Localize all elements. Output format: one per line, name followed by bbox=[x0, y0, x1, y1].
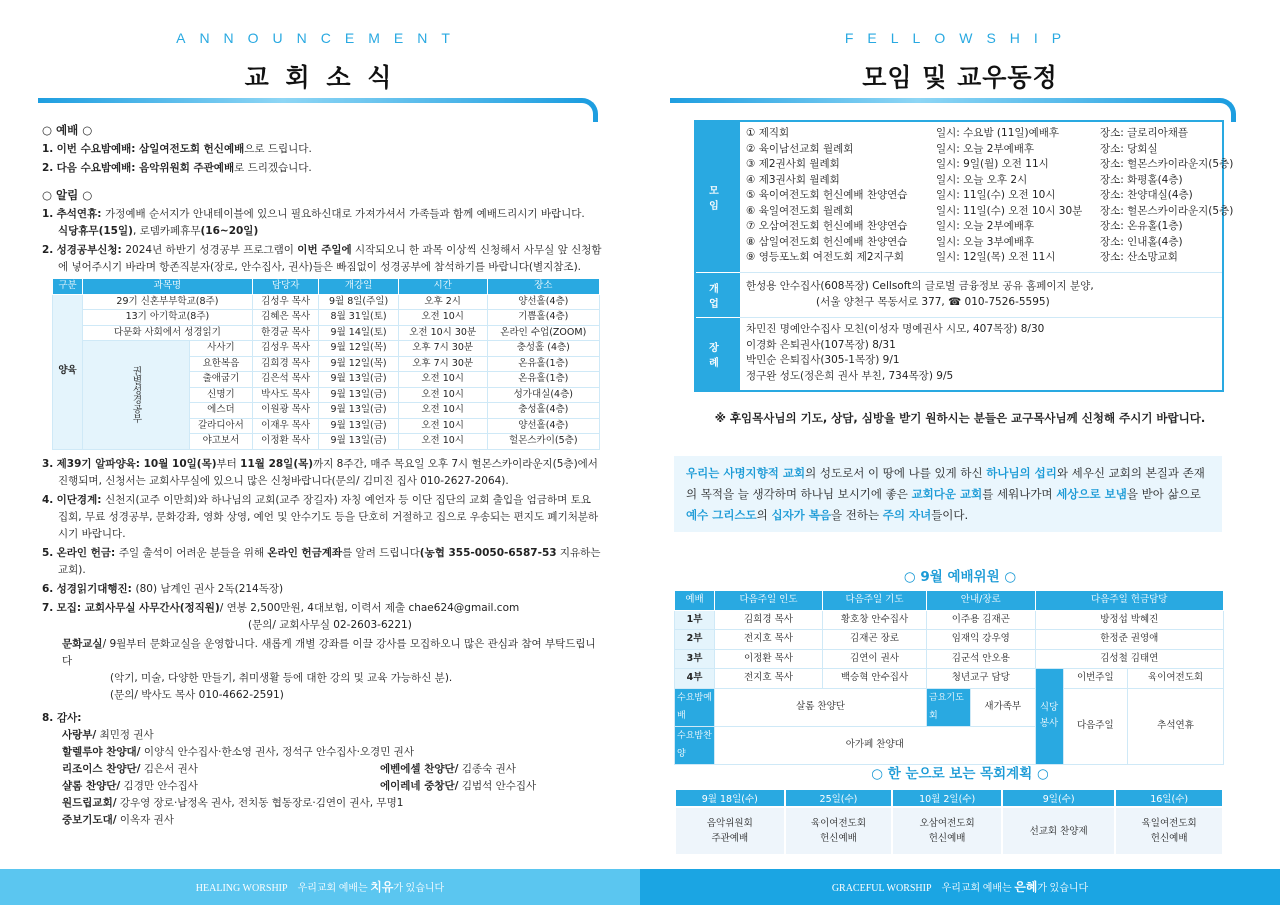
opening-text: 한성용 안수집사(608목장) Cellsoft의 글로벌 금융정보 공유 홈페이지 분양, (서울 양천구 목동서로 377, ☎ 010-7526-5595) bbox=[746, 280, 1094, 308]
list-item: ⑨ 영등포노회 여전도회 제2지구회 일시: 12일(목) 오전 11시 장소: 산소망교회 bbox=[746, 251, 1178, 263]
bible-study-table: 구분 과목명 담당자 개강일 시간 장소 양육 29기 신혼부부학교(8주) 김성우 목사 9월 8일(주일) 오후 2시 양선홀(4층) 13기 아기학교(8주) 김혜은 목사 8월 31일(토) 오전 10시 기쁨홀(4층) 다문화 사회에서 성경읽기 한경균 목사 9월 14일(토) 오전 10시 30분 온라인 수업(ZOOM) 권별성경공부 사사기 김성우 목사 9월 12일(목) 오후 7시 30분 충성홀 (4층) 요한복음 김희경 목사 9월 12일(목) 오후 7시 30분 온유홀(1층) 출애굽기 김은석 목사 9월 13일(금) 오전 10시 온유홀(1층) 신명기 박사도 목사 9월 13일(금) 오전 10시 성가대실(4층) 에스더 이원광 목사 9월 13일(금) 오전 10시 충성홀(4층) 갈라디아서 이재우 목사 9월 13일(금) 오전 10시 양선홀(4층) 야고보서 이정환 목사 9월 13일(금) 오전 10시 헐몬스카이(5층) bbox=[52, 278, 600, 450]
fellowship-page bbox=[640, 0, 1280, 905]
opening-label: 개 업 bbox=[696, 273, 740, 317]
culture-class: 문화교실/ 9월부터 문화교실을 운영합니다. 새롭게 개별 강좌를 이끌 강사를 모집하오니 많은 관심과 참여 부탁드립니다 (악기, 미술, 다양한 만들기, 취미생활 등에 대한 강의 및 교육 가능하신 분). (문의/ 박사도 목사 010-4662-2591) bbox=[62, 637, 596, 701]
list-item: ⑦ 오삼여전도회 헌신예배 찬양연습 일시: 오늘 2부예배후 장소: 온유홀(1층) bbox=[746, 220, 1183, 232]
footer-slogan: GRACEFUL WORSHIP 우리교회 예배는 은혜가 있습니다 bbox=[640, 869, 1280, 905]
list-item: ① 제직회 일시: 수요밤 (11일)예배후 장소: 글로리아채플 bbox=[746, 127, 1189, 139]
table-row: 3부 이정환 목사 김연이 권사 김군석 안오용 김성철 김태연 bbox=[675, 649, 1224, 669]
list-item: ③ 제2권사회 월례회 일시: 9일(월) 오전 11시 장소: 헐몬스카이라운지(5층) bbox=[746, 158, 1234, 170]
table-row: 2부 전지호 목사 김재곤 장로 임재익 강우영 한정준 권영애 bbox=[675, 630, 1224, 650]
funeral-label: 장 례 bbox=[696, 318, 740, 390]
meetings-list bbox=[746, 126, 1260, 266]
footer-slogan: HEALING WORSHIP 우리교회 예배는 치유가 있습니다 bbox=[0, 869, 640, 905]
meetings-label: 모 임 bbox=[696, 122, 740, 272]
funeral-list: 차민진 명예안수집사 모친(이성자 명예권사 시모, 407목장) 8/30 이경화 은퇴권사(107목장) 8/31 박민순 은퇴집사(305-1목장) 9/1 정구완 성도(정은희 권사 부친, 734목장) 9/5 bbox=[746, 323, 1045, 382]
title-rule bbox=[670, 98, 1236, 122]
committee-title: ○ 9월 예배위원 ○ bbox=[903, 569, 1017, 585]
news-item-alpha: 3. 제39기 알파양육: 10월 10일(목)부터 11월 28일(목)까지 8주간, 매주 목요일 오후 7시 헐몬스카이라운지(5층)에서 진행되며, 신청서는 교회사무실에 있으니 많은 신청바랍니다(문의/ 김미진 집사 010-2627-2064). bbox=[42, 457, 598, 487]
list-item: ④ 제3권사회 월례회 일시: 오늘 오후 2시 장소: 화평홀(4층) bbox=[746, 173, 1183, 186]
ministry-plan-table: 9월 18일(수) 25일(수) 10월 2일(수) 9일(수) 16일(수) 음악위원회 주관예배 육이여전도회 헌신예배 오삼여전도회 헌신예배 선교회 찬양제 육일여전도회 헌신예배 bbox=[674, 788, 1224, 856]
list-item: ⑥ 육일여전도회 월례회 일시: 11일(수) 오전 10시 30분 장소: 헐몬스카이라운지(5층) bbox=[746, 204, 1234, 217]
news-item-chuseok: 1. 추석연휴: 가정예배 순서지가 안내테이블에 있으니 필요하신대로 가져가셔서 가족들과 함께 예배드리시기 바랍니다. 식당휴무(15일), 로뎀카페휴무(16~20일) bbox=[42, 208, 585, 237]
news-item-recruit: 7. 모집: 교회사무실 사무간사(정직원)/ 연봉 2,500만원, 4대보험, 이력서 제출 chae624@gmail.com (문의/ 교회사무실 02-2603-6221) bbox=[42, 601, 520, 631]
worship-item: 1. 이번 수요밤예배: 삼일여전도회 헌신예배으로 드립니다. bbox=[42, 143, 312, 155]
table-row: 수요밤예배 살롬 찬양단 금요기도회 새가족부 다음주일 추석연휴 bbox=[675, 688, 1224, 726]
fellowship-box bbox=[694, 120, 1234, 392]
news-item-bible-study: 2. 성경공부신청: 2024년 하반기 성경공부 프로그램이 이번 주일에 시작되오니 한 과목 이상씩 신청해서 사무실 앞 신청함에 넣어주시기 바라며 항존직분자(장로, 안수집사, 권사)들은 빠짐없이 성경공부에 참석하기를 바랍니다(별지참조). bbox=[42, 244, 602, 273]
page-title: 교 회 소 식 bbox=[244, 63, 396, 92]
mission-statement: 우리는 사명지향적 교회의 성도로서 이 땅에 나를 있게 하신 하나님의 섭리와 세우신 교회의 본질과 존재의 목적을 늘 생각하며 하나님 보시기에 좋은 교회다운 교회를 세워나가며 세상으로 보냄을 받아 삶으로 예수 그리스도의 십자가 복음을 전하는 주의 자녀들이다. bbox=[674, 456, 1222, 532]
news-item-bible-reading: 6. 성경읽기대행진: (80) 남계인 권사 2독(214독장) bbox=[42, 582, 284, 595]
table-row: 양육 29기 신혼부부학교(8주) 김성우 목사 9월 8일(주일) 오후 2시 양선홀(4층) bbox=[53, 294, 600, 310]
table-row: 1부 김희경 목사 황호창 안수집사 이주용 김재곤 방정섭 박혜진 bbox=[675, 610, 1224, 630]
thanks-heading: 8. 감사: bbox=[42, 711, 82, 724]
table-row: 13기 아기학교(8주) 김혜은 목사 8월 31일(토) 오전 10시 기쁨홀(4층) bbox=[53, 310, 600, 326]
news-item-heresy: 4. 이단경계: 신천지(교주 이만희)와 하나님의 교회(교주 장길자) 자칭 예언자 등 이단 집단의 교회 출입을 엄금하며 토요 집회, 무료 성경공부, 문화강좌, 영화 상영, 예언 및 안수기도 등을 단호히 거절하고 집으로 우송되는 편지도 폐기처분하시기 바랍니다. bbox=[42, 493, 599, 540]
announcement-body bbox=[42, 122, 602, 829]
thanks-list: 사랑부/ 최민정 권사 할렐루야 찬양대/ 이양식 안수집사·한소영 권사, 정석구 안수집사·오경민 권사 리조이스 찬양단/ 김은서 권사 에벤에셀 찬양단/ 김종숙 권사 샬롬 찬양단/ 김경만 안수집사 에이레네 중창단/ 김범석 안수집사 원드립교회/ 강우영 장로·남정옥 권사, 전치동 협동장로·김연이 권사, 무명1 중보기도대/ 이옥자 권사 bbox=[62, 728, 537, 826]
list-item: ② 육이남선교회 월례회 일시: 오늘 2부예배후 장소: 당회실 bbox=[746, 142, 1158, 155]
worship-heading: ○ 예배 ○ bbox=[42, 123, 93, 137]
table-row: 권별성경공부 사사기 김성우 목사 9월 12일(목) 오후 7시 30분 충성홀 (4층) bbox=[53, 341, 600, 357]
table-row: 4부 전지호 목사 백승혁 안수집사 청년교구 담당 식당봉사 이번주일 육이여전도회 bbox=[675, 669, 1224, 689]
news-item-online-offering: 5. 온라인 헌금: 주일 출석이 어려운 분들을 위해 온라인 헌금계좌를 알려 드립니다(농협 355-0050-6587-53 지유하는교회). bbox=[42, 546, 601, 576]
fellowship-eyebrow: FELLOWSHIP bbox=[844, 30, 1076, 46]
list-item: ⑤ 육이여전도회 헌신예배 찬양연습 일시: 11일(수) 오전 10시 장소: 찬양대실(4층) bbox=[746, 189, 1193, 201]
page-title: 모임 및 교우동정 bbox=[862, 63, 1058, 92]
plan-title: ○ 한 눈으로 보는 목회계획 ○ bbox=[871, 766, 1049, 782]
table-row: 신명기 박사도 목사 9월 13일(금) 오전 10시 성가대실(4층) bbox=[53, 387, 600, 403]
table-row: 음악위원회 주관예배 육이여전도회 헌신예배 오삼여전도회 헌신예배 선교회 찬양제 육일여전도회 헌신예배 bbox=[675, 807, 1223, 855]
table-row: 다문화 사회에서 성경읽기 한경균 목사 9월 14일(토) 오전 10시 30분 온라인 수업(ZOOM) bbox=[53, 325, 600, 341]
table-row: 갈라디아서 이재우 목사 9월 13일(금) 오전 10시 양선홀(4층) bbox=[53, 418, 600, 434]
pastor-notice: ※ 후임목사님의 기도, 상담, 심방을 받기 원하시는 분들은 교구목사님께 신청해 주시기 바랍니다. bbox=[714, 411, 1206, 425]
table-row: 에스더 이원광 목사 9월 13일(금) 오전 10시 충성홀(4층) bbox=[53, 403, 600, 419]
table-row: 요한복음 김희경 목사 9월 12일(목) 오후 7시 30분 온유홀(1층) bbox=[53, 356, 600, 372]
news-heading: ○ 알림 ○ bbox=[42, 188, 93, 202]
table-row: 수요밤찬양 아가페 찬양대 bbox=[675, 726, 1224, 764]
list-item: ⑧ 삼일여전도회 헌신예배 찬양연습 일시: 오늘 3부예배후 장소: 인내홀(4층) bbox=[746, 235, 1183, 248]
table-row: 출애굽기 김은석 목사 9월 13일(금) 오전 10시 온유홀(1층) bbox=[53, 372, 600, 388]
table-row: 야고보서 이정환 목사 9월 13일(금) 오전 10시 헐몬스카이(5층) bbox=[53, 434, 600, 450]
title-rule bbox=[38, 98, 598, 122]
worship-committee-table: 예배 다음주일 인도 다음주일 기도 안내/장로 다음주일 헌금담당 1부 김희경 목사 황호창 안수집사 이주용 김재곤 방정섭 박혜진 2부 전지호 목사 김재곤 장로 임재익 강우영 한정준 권영애 3부 이정환 목사 김연이 권사 김군석 안오용 김성철 김태연 4부 전지호 목사 백승혁 안수집사 청년교구 담당 식당봉사 이번주일 육이여전도회 수요밤예배 살롬 찬양단 금요기도회 새가족부 다음주일 추석연휴 수요밤찬양 아가페 찬양대 bbox=[674, 590, 1224, 765]
announcement-eyebrow: ANNOUNCEMENT bbox=[176, 30, 464, 46]
worship-item: 2. 다음 수요밤예배: 음악위원회 주관예배로 드리겠습니다. bbox=[42, 162, 312, 174]
